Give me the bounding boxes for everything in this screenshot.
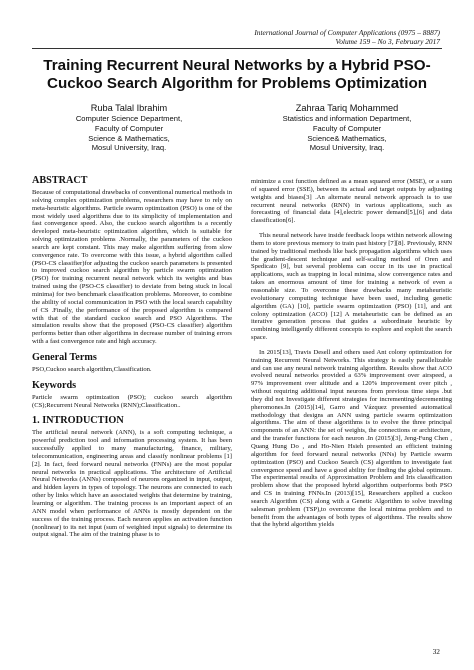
- page-number: 32: [432, 647, 440, 656]
- author-1: [34, 102, 224, 153]
- author-name: Ruba Talal Ibrahim: [90, 103, 168, 113]
- header-rule: [32, 48, 442, 49]
- abstract-text: Because of computational drawbacks of conventional numerical methods in solving complex optimization problems, researchers may have to rely on meta-heuristic algorithms. Particle swarm optimization (PSO) is one of the most widely used algorithms due to its simplicity of implementation and fast convergence speed. Also, the cuckoo search algorithm is a recently developed meta-heuristic optimization algorithm, which is suitable for solving optimization problems .Normally, the parameters of the cuckoo search are kept constant. This may make algorithm suffering from slow convergence rate. To overcome with this issue, a hybrid algorithm called (PSO-CS classifier)for adjusting the cuckoo search parameters is presented to improved cuckoo search algorithm by particle swarm optimization (PSO) for training recurrent neural network which its weights and bias trained using the (PSO-CS classifier) to deviate from being stuck in local minima) for two benchmark classification problems. Moreover, to combine the ability of social communication in PSO with the local search capability of CS .Finally, the performance of the proposed algorithm is compared with that of the standard cuckoo search and PSO Algorithms. The simulation results show that the proposed (PSO-CS classifier) algorithm performs better than other algorithms in decrease number of training errors with a fast convergence rate and high accuracy.: [32, 189, 232, 346]
- general-terms-heading: General Terms: [32, 351, 97, 363]
- body-paragraph: This neural network have inside feedback loops within network allowing them to store previous memory to train past history [7][8]. Previously, RNN trained by traditional methods like back propagation algorithms which uses the gradient-descent technique and self-scaling method of Oren and Spedicato [9], but several problems can occur in its use in practical applications, such as trapping in local minima, slow convergence rates and takes an enormous amount of time for training a network of even a reasonable size. To overcome these drawbacks many metaheuristic evolutionary computing technique have been used, including genetic algorithm (GA) [10], particle swarm optimization (PSO) [11], and ant colony optimization (ACO) [12] A metaheuristic can be defined as an iterative generation process that guides a subordinate heuristic by combining intelligently different concepts to explore and exploit the search space.: [251, 232, 452, 342]
- journal-header: [254, 28, 440, 46]
- author-affiliation-line: Computer Science Department,: [75, 114, 183, 123]
- keywords-text: Particle swarm optimization (PSO); cuckoo search algorithm (CS);Recurrent Neural Networks (RNN);Classification..: [32, 393, 232, 409]
- body-paragraph: In 2015[13], Travis Desell and others used Ant colony optimization for training Recurrent Neural Networks. This strategy is easily parallelizable and can use any neural network training algorithm. Results show that ACO evolved neural networks provided a 63% improvement over airspeed, a 97% improvement over altitude and a 120% improvement over pitch , without requiring additional input neurons from previous time steps .but they did not Investigate different strategies for incrementing/decrementing pheromones.In (2015)[14], Garro and Vázquez presented automatical methodology that designs an ANN using particle swarm optimization algorithms. The aim of these algorithms is to evolve the three principal components of an ANN: the set of weights, the connections or architecture, and the transfer functions for each neuron .In (2015)[3], Jeng-Fung Chen , Quang Hung Do , and Ho-Nien Hsieh presented an efficient training algorithm for feed forward neural networks (NNs) by Particle swarm optimization (PSO) and Cuckoo Search (CS) algorithm to investigate fast convergence speed and have a good ability for finding the global optimum. The experimental results of Approximation Problem and Iris classification problem show that the proposed hybrid algorithm outperforms both PSO and CS in training FNNs.In (2013)[15], Researchers applied a cuckoo search Algorithm (CS) along with a Genetic Algorithm to solve traveling salesman problem (TSP),to overcome the local minima problem and to benefit from the advantages of both types of algorithms. The results show that the hybrid algorithm yields: [251, 348, 452, 529]
- keywords-heading: Keywords: [32, 379, 77, 391]
- author-affiliation-line: Mosul University, Iraq.: [309, 143, 385, 153]
- journal-name: International Journal of Computer Applications (0975 – 8887): [254, 28, 440, 37]
- author-affiliation-line: Mosul University, Iraq.: [91, 143, 167, 153]
- journal-volume: Volume 159 – No 3, February 2017: [335, 37, 440, 47]
- introduction-heading: 1. INTRODUCTION: [32, 415, 124, 427]
- paper-title: Training Recurrent Neural Networks by a Hybrid PSO-Cuckoo Search Algorithm for Problems Optimization: [43, 57, 431, 92]
- author-affiliation-line: Faculty of Computer: [312, 123, 382, 133]
- right-column: [251, 178, 452, 536]
- left-column: [32, 175, 232, 539]
- general-terms-text: PSO,Cuckoo search algorithm,Classification.: [32, 365, 152, 373]
- author-affiliation-line: Science & Mathematics,: [88, 133, 170, 143]
- author-affiliation-line: Faculty of Computer: [94, 123, 164, 133]
- abstract-heading: ABSTRACT: [32, 175, 88, 186]
- introduction-text: The artificial neural network (ANN), is a soft computing technique, a powerful prediction tool and information processing system. It has been successfully applied to many manufacturing, finance, military, telecommunication, engineering areas and classify nonlinear problems [1][2]. In fact, feed forward neural networks (FNNs) are the most popular neural networks in practical applications. The architecture of Artificial Neural Networks (ANNs) composed of neurons organized in input, output, and hidden layers in types of topology. The neurons are connected to each other by links which have an associated weights that determine by training, learning or algorithm. The training process is an important aspect of an ANN model when performance of ANNs is mostly dependent on the success of the training process. Each neuron applies an activation function (nonlinear) to its net input (sum of weighted input signals) to determine its output signal. The aim of the training phase is to: [32, 429, 232, 539]
- body-paragraph: minimize a cost function defined as a mean squared error (MSE), or a sum of squared error (SSE), between its actual and target outputs by adjusting weights and biases[3] .An alternate neural network approach is to use recurrent neural networks (RNN) in various applications, such as forecasting of financial data [4],electric power demand[5],[6] and data classification[6].: [251, 178, 452, 225]
- author-2: [252, 102, 442, 153]
- author-affiliation-line: Statistics and information Department,: [282, 114, 412, 123]
- author-affiliation-line: Science& Mathematics,: [307, 133, 387, 143]
- author-name: Zahraa Tariq Mohammed: [295, 103, 399, 113]
